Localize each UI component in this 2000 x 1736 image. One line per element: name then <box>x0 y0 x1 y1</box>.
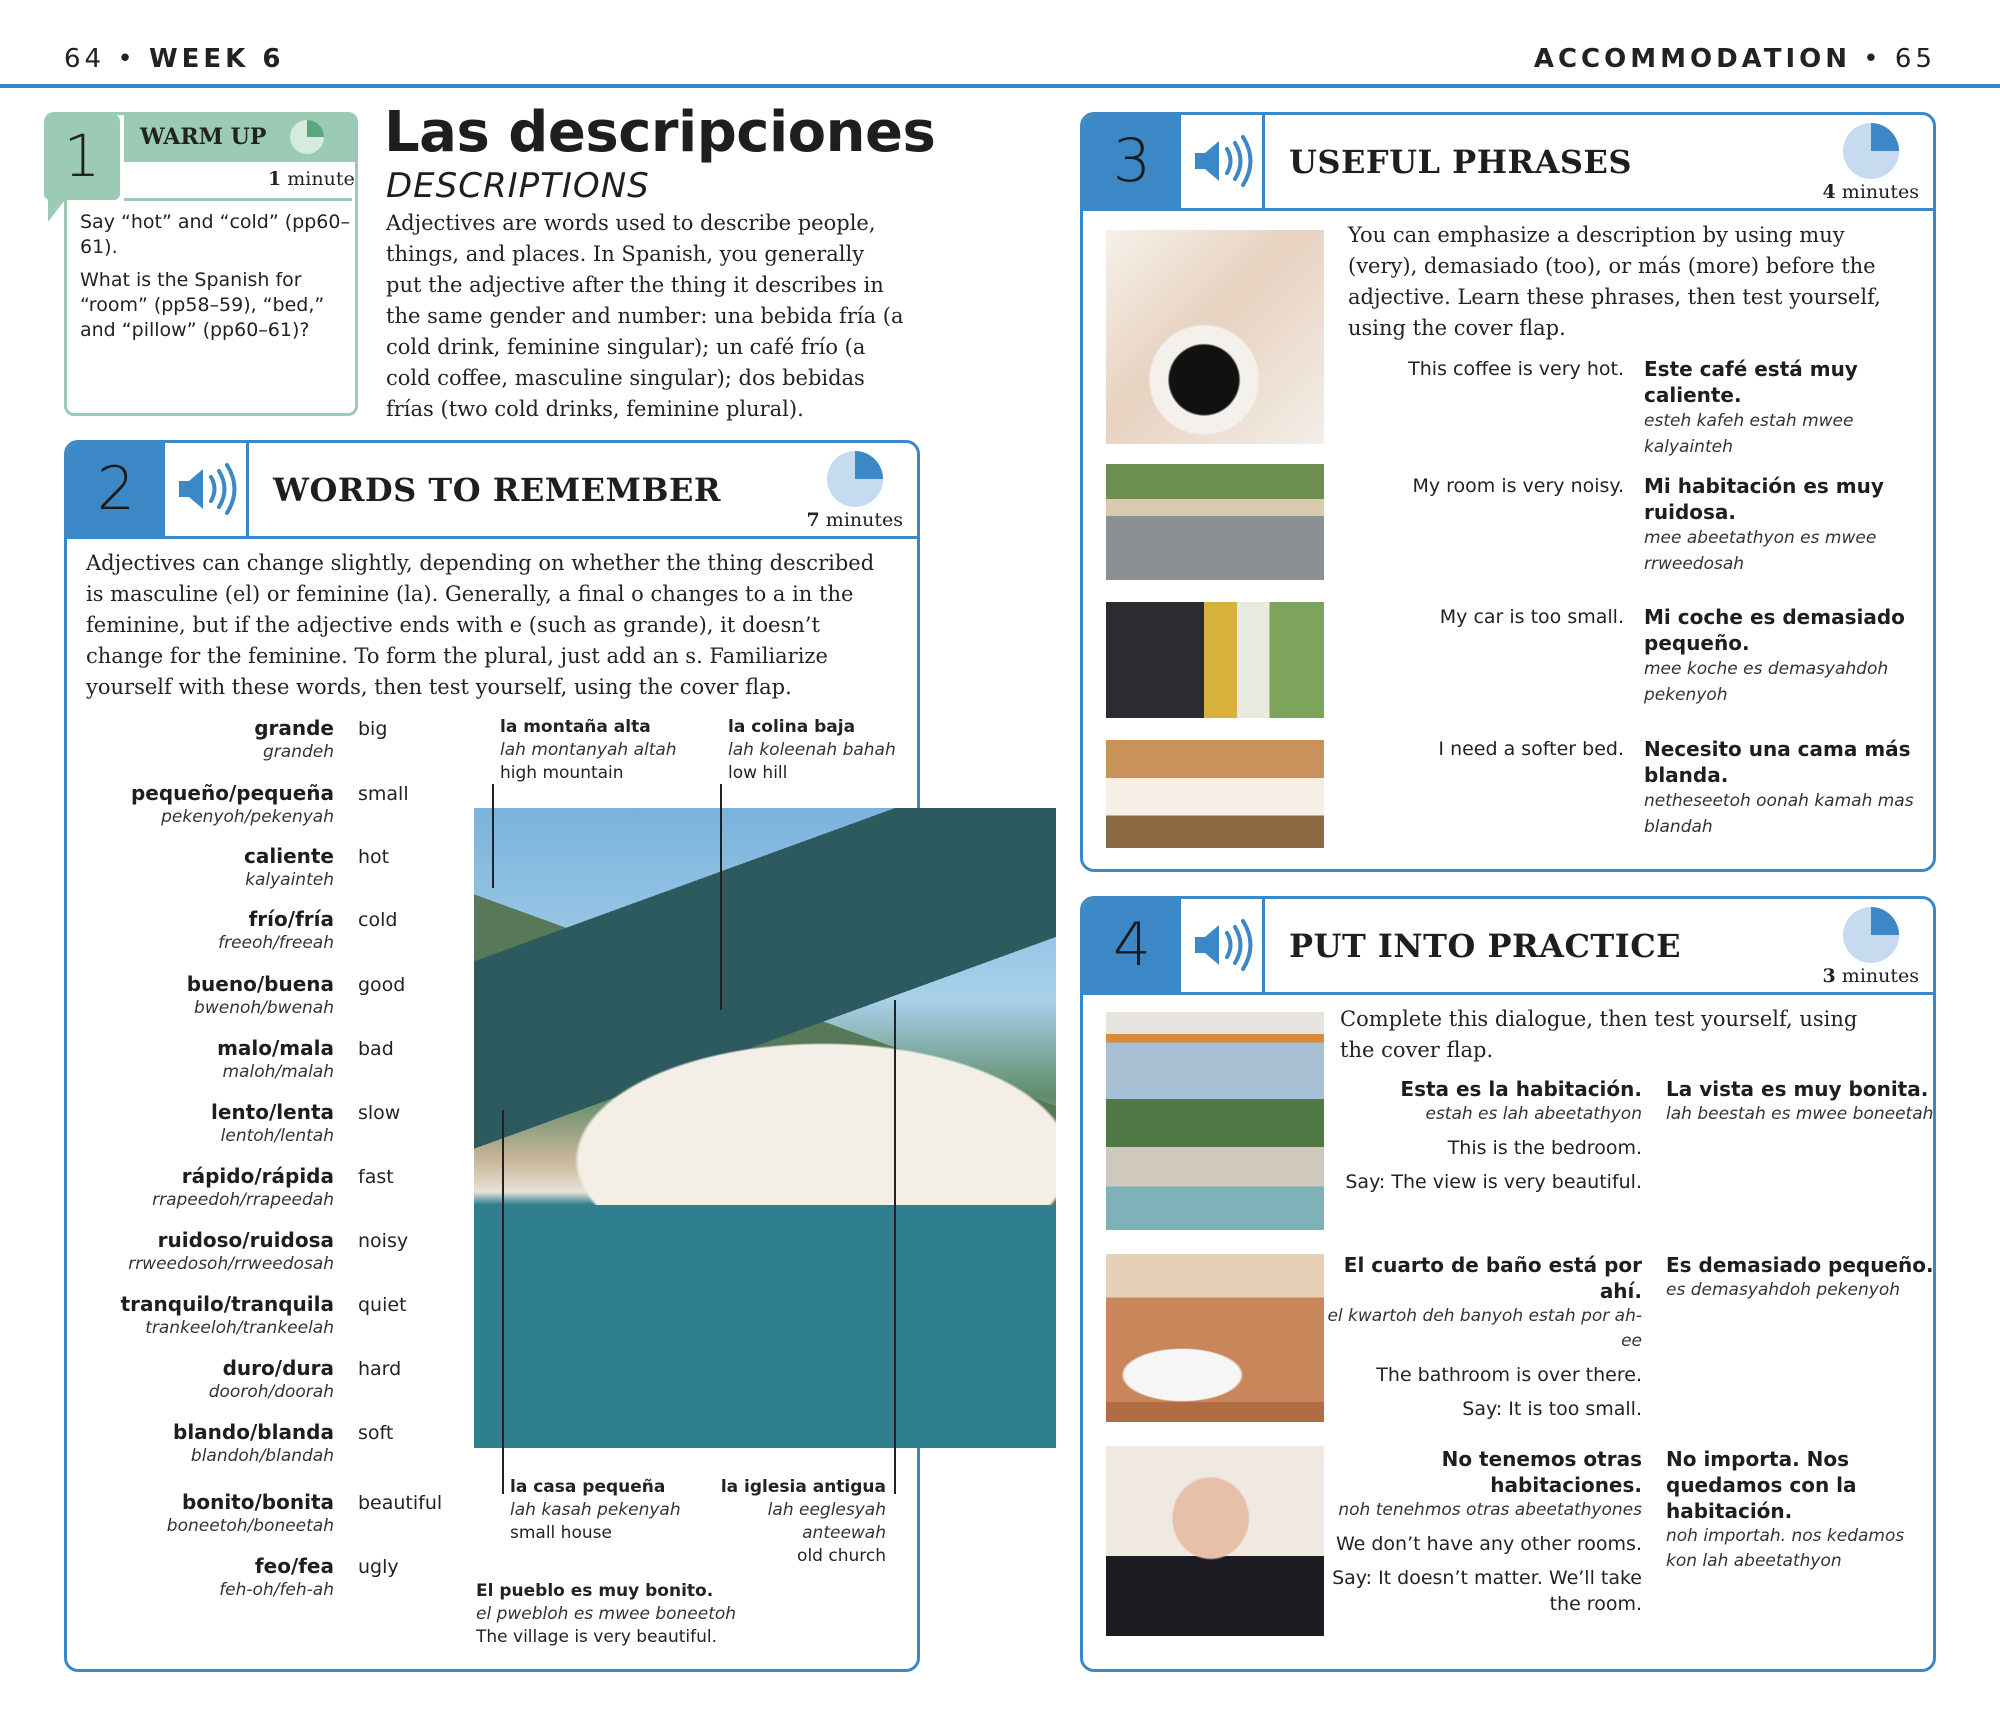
vocab-spanish: lento/lenta <box>211 1100 334 1124</box>
page-number-right: 65 <box>1894 44 1936 74</box>
phrase-english: I need a softer bed. <box>1438 738 1624 760</box>
vocab-spanish: caliente <box>244 844 334 868</box>
vocab-spanish: frío/fría <box>248 907 334 931</box>
vocab-english: fast <box>358 1166 394 1188</box>
phrase-spanish: Este café está muy caliente. <box>1644 357 1858 407</box>
warm-up-instructions <box>80 210 350 351</box>
callout-line <box>492 784 494 888</box>
vocab-spanish: ruidoso/ruidosa <box>157 1228 334 1252</box>
vocab-pronunciation: bwenoh/bwenah <box>194 998 334 1018</box>
vocab-spanish: duro/dura <box>222 1356 334 1380</box>
hotel-room-view-photo <box>1106 1012 1324 1230</box>
header-rule <box>0 84 2000 88</box>
prompt-pronunciation: noh tenehmos otras abeetathyones <box>1338 1500 1642 1520</box>
answer-spanish: Es demasiado pequeño. <box>1666 1253 1934 1277</box>
warm-up-number: 1 <box>44 112 120 200</box>
callout-spanish: la casa pequeña <box>510 1477 666 1497</box>
phrase-english: My room is very noisy. <box>1412 475 1624 497</box>
vocab-pronunciation: feh-oh/feh-ah <box>219 1580 334 1600</box>
panel-header <box>1083 115 1933 211</box>
phrase-english: This coffee is very hot. <box>1408 358 1624 380</box>
running-head-left <box>64 44 284 74</box>
callout-mountain <box>500 716 677 785</box>
callout-line <box>720 784 722 1010</box>
vocab-pronunciation: dooroh/doorah <box>208 1382 334 1402</box>
speaker-icon <box>1181 115 1265 208</box>
answer-spanish: La vista es muy bonita. <box>1666 1077 1929 1101</box>
vocab-spanish: tranquilo/tranquila <box>120 1292 334 1316</box>
lesson-subtitle: DESCRIPTIONS <box>386 166 650 206</box>
duration-value: 7 <box>806 509 820 531</box>
caption-pronunciation: el pwebloh es mwee boneetoh <box>476 1604 737 1624</box>
vocab-english: bad <box>358 1038 394 1060</box>
dialogue-answer <box>1666 1252 1936 1303</box>
callout-spanish: la montaña alta <box>500 717 651 737</box>
callout-pronunciation: lah koleenah bahah <box>728 740 896 760</box>
timer-pie-icon <box>290 120 324 154</box>
separator: • <box>117 44 137 74</box>
vocab-spanish: bonito/bonita <box>182 1490 334 1514</box>
vocab-spanish: grande <box>254 716 334 740</box>
duration-value: 4 <box>1822 181 1836 203</box>
prompt-english: We don’t have any other rooms. <box>1335 1533 1642 1555</box>
section-title: USEFUL PHRASES <box>1289 143 1632 181</box>
vocab-spanish: rápido/rápida <box>181 1164 334 1188</box>
vocab-pronunciation: boneetoh/boneetah <box>166 1516 334 1536</box>
vocab-english: soft <box>358 1422 394 1444</box>
dialogue-prompt <box>1312 1252 1642 1422</box>
callout-english: small house <box>510 1523 612 1543</box>
vocab-pronunciation: kalyainteh <box>245 870 334 890</box>
timer-pie-icon <box>1843 123 1899 179</box>
say-instruction: Say: It doesn’t matter. We’ll take the room. <box>1332 1567 1642 1615</box>
section-number: 2 <box>67 443 165 536</box>
callout-pronunciation: anteewah <box>802 1523 886 1543</box>
prompt-spanish: Esta es la habitación. <box>1400 1077 1642 1101</box>
callout-line <box>502 1110 504 1494</box>
callout-english: low hill <box>728 763 788 783</box>
phrase-english: My car is too small. <box>1439 606 1624 628</box>
section-duration <box>807 509 903 531</box>
vocab-english: big <box>358 718 388 740</box>
warm-up-line: What is the Spanish for “room” (pp58–59), “bed,” and “pillow” (pp60–61)? <box>80 269 325 341</box>
callout-pronunciation: lah kasah pekenyah <box>510 1500 681 1520</box>
phrase-spanish: Mi habitación es muy ruidosa. <box>1644 474 1884 524</box>
answer-pronunciation: noh importah. nos kedamos kon lah abeetathyon <box>1666 1526 1905 1571</box>
speaker-icon <box>1181 899 1265 992</box>
duration-value: 3 <box>1822 965 1836 987</box>
vocab-pronunciation: blandoh/blandah <box>190 1446 334 1466</box>
street-traffic-photo <box>1106 464 1324 580</box>
callout-church <box>714 1476 886 1568</box>
practice-intro: Complete this dialogue, then test yourself, using the cover flap. <box>1340 1007 1858 1062</box>
coffee-photo <box>1106 230 1324 444</box>
prompt-spanish: El cuarto de baño está por ahí. <box>1343 1253 1642 1303</box>
duration-unit: minute <box>287 168 355 190</box>
vocab-english: noisy <box>358 1230 409 1252</box>
vocab-english: quiet <box>358 1294 407 1316</box>
vocab-pronunciation: maloh/malah <box>222 1062 334 1082</box>
section-duration <box>1823 181 1919 203</box>
timer-pie-icon <box>827 451 883 507</box>
hotel-bed-photo <box>1106 740 1324 848</box>
duration-unit: minutes <box>825 509 903 531</box>
vocab-pronunciation: lentoh/lentah <box>220 1126 334 1146</box>
warm-up-divider <box>124 198 352 201</box>
callout-house <box>510 1476 681 1545</box>
warm-up-title: WARM UP <box>140 124 267 150</box>
callout-english: high mountain <box>500 763 624 783</box>
vocab-pronunciation: freeoh/freeah <box>218 933 334 953</box>
section-label-left: WEEK 6 <box>148 44 285 74</box>
words-intro: Adjectives can change slightly, depending on whether the thing described is masculine (el) or feminine (la). Generally, a final o changes to a in the feminine, but if the adjective ends with e (such as grande), it doesn’t change for the feminine. To form the plural, just add an s. Familiarize yourself with these words, then test yourself, using the cover flap. <box>86 551 875 699</box>
panel-header <box>1083 899 1933 995</box>
prompt-pronunciation: el kwartoh deh banyoh estah por ah-ee <box>1327 1306 1642 1351</box>
vocab-pronunciation: grandeh <box>263 742 334 762</box>
duration-unit: minutes <box>1841 181 1919 203</box>
duration-unit: minutes <box>1841 965 1919 987</box>
vocab-spanish: bueno/buena <box>186 972 334 996</box>
vocab-pronunciation: pekenyoh/pekenyah <box>161 807 334 827</box>
vocab-english: hot <box>358 846 390 868</box>
bathroom-sink-photo <box>1106 1254 1324 1422</box>
lesson-title: Las descripciones <box>384 100 936 165</box>
vocab-spanish: pequeño/pequeña <box>130 781 334 805</box>
callout-spanish: la iglesia antigua <box>720 1477 886 1497</box>
phrase-spanish: Necesito una cama más blanda. <box>1644 737 1911 787</box>
phrase-pronunciation: mee koche es demasyahdoh pekenyoh <box>1644 659 1889 705</box>
warm-up-line: Say “hot” and “cold” (pp60–61). <box>80 211 350 258</box>
section-label-right: ACCOMMODATION <box>1533 44 1852 74</box>
phrase-spanish: Mi coche es demasiado pequeño. <box>1644 605 1905 655</box>
dialogue-answer <box>1666 1076 1936 1127</box>
section-number: 3 <box>1083 115 1181 208</box>
car-trunk-photo <box>1106 602 1324 718</box>
callout-hill <box>728 716 896 785</box>
vocab-pronunciation: rrweedosoh/rrweedosah <box>128 1254 334 1274</box>
warm-up-duration <box>268 168 355 190</box>
warm-up-header <box>124 112 358 162</box>
image-caption <box>476 1580 736 1649</box>
page-number-left: 64 <box>64 44 106 74</box>
prompt-pronunciation: estah es lah abeetathyon <box>1425 1104 1642 1124</box>
lesson-intro: Adjectives are words used to describe people, things, and places. In Spanish, you generally put the adjective after the thing it describes in the same gender and number: una bebida fría (a cold drink, feminine singular); un café frío (a cold coffee, masculine singular); dos bebidas frías (two cold drinks, feminine plural). <box>386 211 904 421</box>
separator: • <box>1863 44 1883 74</box>
vocab-english: hard <box>358 1358 402 1380</box>
vocab-english: good <box>358 974 406 996</box>
phrases-intro: You can emphasize a description by using muy (very), demasiado (too), or más (more) before the adjective. Learn these phrases, then test yourself, using the cover flap. <box>1348 223 1881 340</box>
duration-value: 1 <box>268 168 282 190</box>
panel-header <box>67 443 917 539</box>
vocab-pronunciation: rrapeedoh/rrapeedah <box>152 1190 334 1210</box>
audio-button[interactable] <box>1181 115 1265 208</box>
audio-button[interactable] <box>1181 899 1265 992</box>
vocab-english: small <box>358 783 409 805</box>
say-instruction: Say: It is too small. <box>1462 1398 1642 1420</box>
vocab-spanish: malo/mala <box>217 1036 334 1060</box>
answer-spanish: No importa. Nos quedamos con la habitación. <box>1666 1447 1857 1523</box>
phrase-pronunciation: esteh kafeh estah mwee kalyainteh <box>1644 411 1854 457</box>
village-photo <box>474 808 1056 1448</box>
dialogue-answer <box>1666 1446 1936 1574</box>
section-number: 4 <box>1083 899 1181 992</box>
vocab-english: ugly <box>358 1556 399 1578</box>
speaker-icon <box>165 443 249 536</box>
answer-pronunciation: lah beestah es mwee boneetah <box>1666 1104 1934 1124</box>
vocab-english: slow <box>358 1102 401 1124</box>
callout-english: old church <box>797 1546 886 1566</box>
callout-pronunciation: lah montanyah altah <box>500 740 677 760</box>
dialogue-prompt <box>1312 1446 1642 1617</box>
callout-spanish: la colina baja <box>728 717 856 737</box>
vocab-pronunciation: trankeeloh/trankeelah <box>145 1318 334 1338</box>
vocab-spanish: feo/fea <box>254 1554 334 1578</box>
hotel-receptionist-photo <box>1106 1446 1324 1636</box>
caption-spanish: El pueblo es muy bonito. <box>476 1581 714 1601</box>
vocab-english: cold <box>358 909 398 931</box>
vocab-spanish: blando/blanda <box>173 1420 334 1444</box>
prompt-spanish: No tenemos otras habitaciones. <box>1441 1447 1642 1497</box>
callout-line <box>894 1000 896 1494</box>
running-head-right <box>1534 44 1936 74</box>
phrase-pronunciation: mee abeetathyon es mwee rrweedosah <box>1644 528 1877 574</box>
vocab-english: beautiful <box>358 1492 443 1514</box>
prompt-english: This is the bedroom. <box>1447 1137 1642 1159</box>
section-duration <box>1823 965 1919 987</box>
prompt-english: The bathroom is over there. <box>1376 1364 1642 1386</box>
dialogue-prompt <box>1312 1076 1642 1195</box>
timer-pie-icon <box>1843 907 1899 963</box>
caption-english: The village is very beautiful. <box>476 1627 717 1647</box>
phrase-pronunciation: netheseetoh oonah kamah mas blandah <box>1644 791 1914 837</box>
say-instruction: Say: The view is very beautiful. <box>1345 1171 1642 1193</box>
section-title: WORDS TO REMEMBER <box>273 471 721 509</box>
callout-pronunciation: lah eeglesyah <box>767 1500 886 1520</box>
audio-button[interactable] <box>165 443 249 536</box>
answer-pronunciation: es demasyahdoh pekenyoh <box>1666 1280 1900 1300</box>
section-title: PUT INTO PRACTICE <box>1289 927 1682 965</box>
